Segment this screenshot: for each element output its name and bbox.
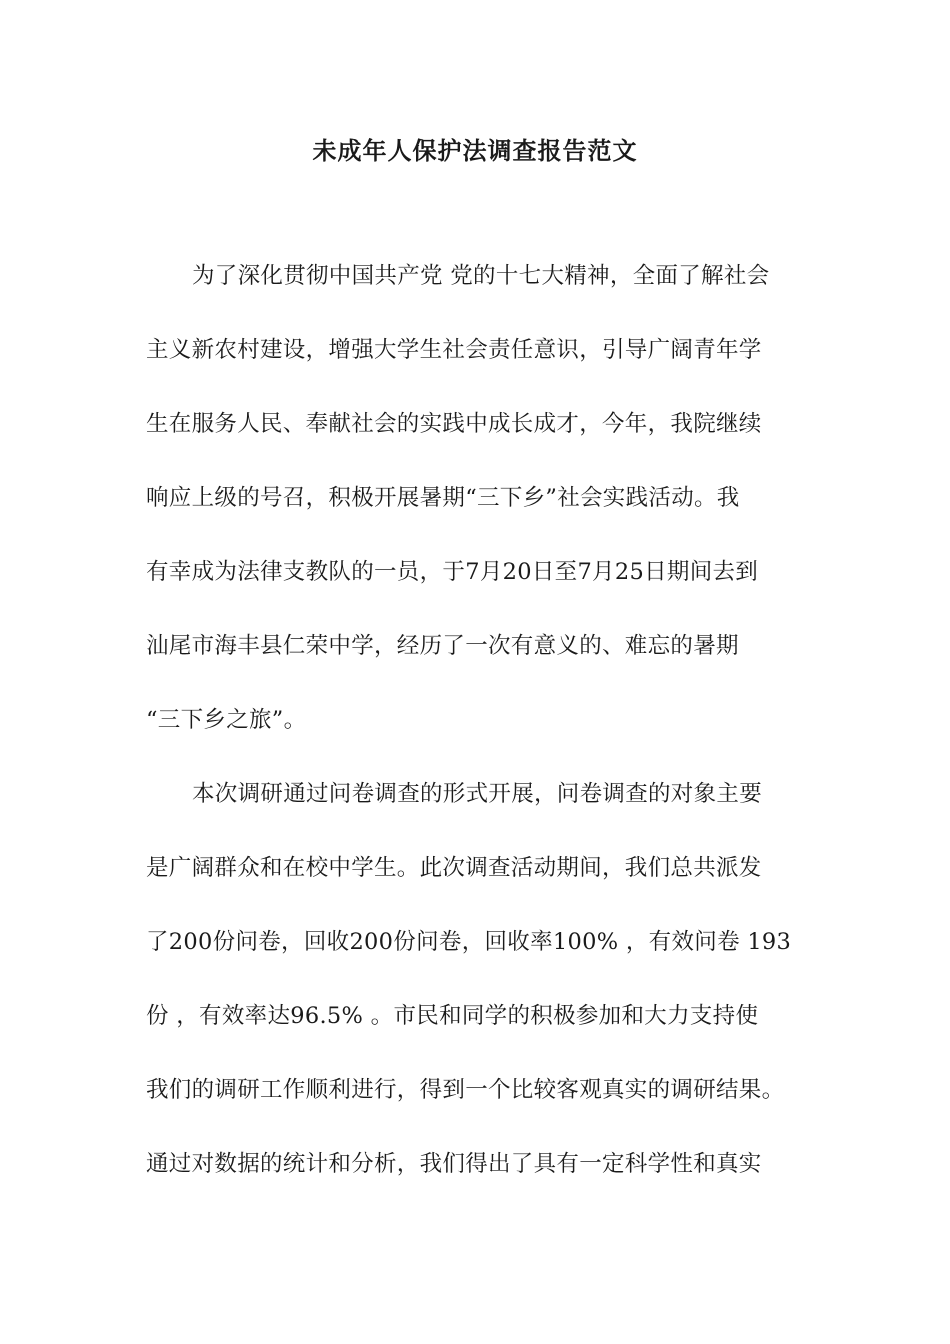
paragraph-line: 了200份问卷，回收200份问卷，回收率100% ，有效问卷 193 <box>146 929 792 955</box>
paragraph-line: 响应上级的号召，积极开展暑期“三下乡”社会实践活动。我 <box>146 485 740 511</box>
paragraph-line: “三下乡之旅”。 <box>146 707 307 733</box>
paragraph-line: 份 ，有效率达96.5% 。市民和同学的积极参加和大力支持使 <box>146 1003 759 1029</box>
paragraph-line: 我们的调研工作顺利进行，得到一个比较客观真实的调研结果。 <box>146 1077 785 1103</box>
paragraph-line: 本次调研通过问卷调查的形式开展，问卷调查的对象主要 <box>192 781 763 807</box>
paragraph-line: 有幸成为法律支教队的一员，于7月20日至7月25日期间去到 <box>146 559 759 585</box>
paragraph-line: 汕尾市海丰县仁荣中学，经历了一次有意义的、难忘的暑期 <box>146 633 739 659</box>
paragraph-line: 为了深化贯彻中国共产党 党的十七大精神，全面了解社会 <box>192 263 770 289</box>
paragraph-line: 生在服务人民、奉献社会的实践中成长成才，今年，我院继续 <box>146 411 762 437</box>
paragraph-line: 主义新农村建设，增强大学生社会责任意识，引导广阔青年学 <box>146 337 762 363</box>
document-body <box>146 256 826 1218</box>
document-title: 未成年人保护法调查报告范文 <box>312 136 638 165</box>
paragraph-line: 是广阔群众和在校中学生。此次调查活动期间，我们总共派发 <box>146 855 762 881</box>
paragraph-intro <box>146 256 826 774</box>
paragraph-survey <box>146 774 826 1218</box>
paragraph-line: 通过对数据的统计和分析，我们得出了具有一定科学性和真实 <box>146 1151 762 1177</box>
